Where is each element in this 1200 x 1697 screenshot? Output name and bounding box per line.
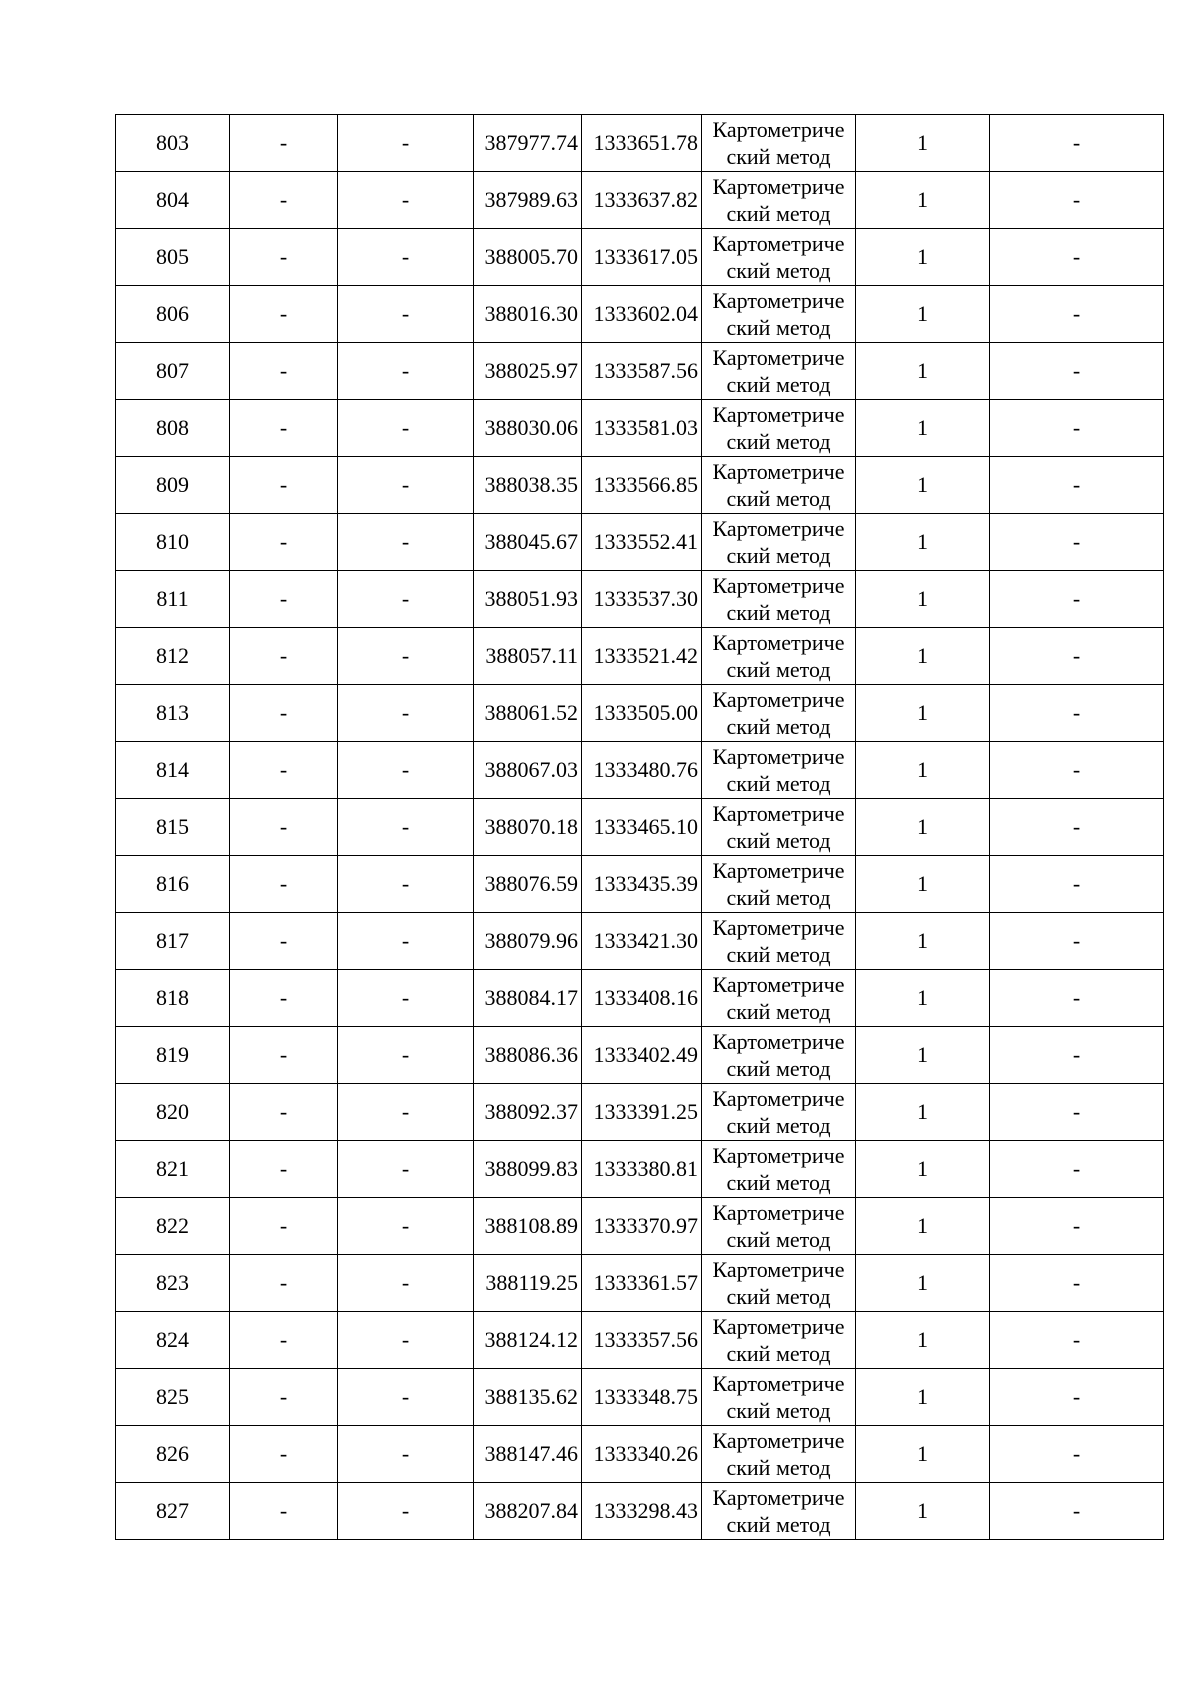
accuracy-cell: 1	[856, 172, 990, 229]
method-line-2: ский метод	[726, 486, 831, 511]
method-cell	[702, 286, 856, 343]
empty-value-cell: -	[338, 400, 474, 457]
description-cell: -	[990, 913, 1164, 970]
method-line-2: ский метод	[726, 942, 831, 967]
point-number-cell: 807	[116, 343, 230, 400]
method-line-1: Картометриче	[712, 744, 845, 769]
coordinate-y-cell: 1333357.56	[582, 1312, 702, 1369]
description-cell: -	[990, 1426, 1164, 1483]
method-line-1: Картометриче	[712, 1371, 845, 1396]
method-line-2: ский метод	[726, 1398, 831, 1423]
coordinate-x-cell: 388207.84	[474, 1483, 582, 1540]
method-cell	[702, 514, 856, 571]
table-row	[116, 172, 1164, 229]
empty-value-cell: -	[230, 970, 338, 1027]
method-line-2: ский метод	[726, 885, 831, 910]
empty-value-cell: -	[338, 172, 474, 229]
empty-value-cell: -	[230, 1312, 338, 1369]
table-body	[116, 115, 1164, 1540]
method-cell	[702, 172, 856, 229]
empty-value-cell: -	[338, 457, 474, 514]
method-line-2: ский метод	[726, 1455, 831, 1480]
coordinates-table	[115, 114, 1164, 1540]
description-cell: -	[990, 970, 1164, 1027]
point-number-cell: 809	[116, 457, 230, 514]
point-number-cell: 823	[116, 1255, 230, 1312]
coordinate-x-cell: 388092.37	[474, 1084, 582, 1141]
method-line-1: Картометриче	[712, 630, 845, 655]
method-line-2: ский метод	[726, 600, 831, 625]
coordinate-y-cell: 1333361.57	[582, 1255, 702, 1312]
accuracy-cell: 1	[856, 1255, 990, 1312]
point-number-cell: 812	[116, 628, 230, 685]
accuracy-cell: 1	[856, 571, 990, 628]
method-line-2: ский метод	[726, 543, 831, 568]
point-number-cell: 817	[116, 913, 230, 970]
method-line-2: ский метод	[726, 1512, 831, 1537]
method-line-1: Картометриче	[712, 687, 845, 712]
coordinate-x-cell: 388124.12	[474, 1312, 582, 1369]
accuracy-cell: 1	[856, 856, 990, 913]
coordinate-x-cell: 388084.17	[474, 970, 582, 1027]
method-line-2: ский метод	[726, 1113, 831, 1138]
empty-value-cell: -	[338, 229, 474, 286]
description-cell: -	[990, 343, 1164, 400]
method-cell	[702, 742, 856, 799]
point-number-cell: 804	[116, 172, 230, 229]
method-cell	[702, 628, 856, 685]
method-line-2: ский метод	[726, 1170, 831, 1195]
method-line-1: Картометриче	[712, 516, 845, 541]
coordinate-y-cell: 1333421.30	[582, 913, 702, 970]
coordinate-y-cell: 1333581.03	[582, 400, 702, 457]
coordinate-y-cell: 1333435.39	[582, 856, 702, 913]
accuracy-cell: 1	[856, 1027, 990, 1084]
description-cell: -	[990, 1483, 1164, 1540]
description-cell: -	[990, 1255, 1164, 1312]
description-cell: -	[990, 742, 1164, 799]
point-number-cell: 824	[116, 1312, 230, 1369]
point-number-cell: 810	[116, 514, 230, 571]
description-cell: -	[990, 571, 1164, 628]
accuracy-cell: 1	[856, 1312, 990, 1369]
coordinate-x-cell: 387977.74	[474, 115, 582, 172]
method-cell	[702, 343, 856, 400]
method-cell	[702, 913, 856, 970]
accuracy-cell: 1	[856, 1426, 990, 1483]
description-cell: -	[990, 286, 1164, 343]
coordinate-y-cell: 1333348.75	[582, 1369, 702, 1426]
description-cell: -	[990, 856, 1164, 913]
table-row	[116, 856, 1164, 913]
method-line-2: ский метод	[726, 144, 831, 169]
table-row	[116, 514, 1164, 571]
empty-value-cell: -	[338, 799, 474, 856]
empty-value-cell: -	[230, 343, 338, 400]
empty-value-cell: -	[230, 1084, 338, 1141]
method-line-1: Картометриче	[712, 1257, 845, 1282]
method-line-2: ский метод	[726, 828, 831, 853]
method-line-2: ский метод	[726, 1341, 831, 1366]
method-cell	[702, 1141, 856, 1198]
method-cell	[702, 685, 856, 742]
empty-value-cell: -	[338, 343, 474, 400]
accuracy-cell: 1	[856, 1141, 990, 1198]
method-line-1: Картометриче	[712, 1086, 845, 1111]
method-line-1: Картометриче	[712, 1029, 845, 1054]
empty-value-cell: -	[338, 286, 474, 343]
point-number-cell: 814	[116, 742, 230, 799]
method-line-1: Картометриче	[712, 972, 845, 997]
table-row	[116, 115, 1164, 172]
method-line-1: Картометриче	[712, 858, 845, 883]
description-cell: -	[990, 457, 1164, 514]
method-cell	[702, 457, 856, 514]
point-number-cell: 815	[116, 799, 230, 856]
empty-value-cell: -	[338, 1084, 474, 1141]
method-cell	[702, 1198, 856, 1255]
empty-value-cell: -	[230, 1198, 338, 1255]
description-cell: -	[990, 115, 1164, 172]
method-line-2: ский метод	[726, 315, 831, 340]
coordinate-x-cell: 388061.52	[474, 685, 582, 742]
point-number-cell: 826	[116, 1426, 230, 1483]
table-row	[116, 628, 1164, 685]
table-row	[116, 457, 1164, 514]
method-line-1: Картометриче	[712, 573, 845, 598]
method-cell	[702, 1483, 856, 1540]
accuracy-cell: 1	[856, 1198, 990, 1255]
coordinate-x-cell: 388070.18	[474, 799, 582, 856]
coordinate-y-cell: 1333617.05	[582, 229, 702, 286]
coordinate-y-cell: 1333521.42	[582, 628, 702, 685]
accuracy-cell: 1	[856, 1369, 990, 1426]
table-row	[116, 1141, 1164, 1198]
method-line-2: ский метод	[726, 714, 831, 739]
method-line-1: Картометриче	[712, 1143, 845, 1168]
accuracy-cell: 1	[856, 1084, 990, 1141]
method-cell	[702, 571, 856, 628]
empty-value-cell: -	[230, 1426, 338, 1483]
method-line-2: ский метод	[726, 999, 831, 1024]
empty-value-cell: -	[230, 229, 338, 286]
empty-value-cell: -	[230, 799, 338, 856]
empty-value-cell: -	[338, 1312, 474, 1369]
empty-value-cell: -	[338, 856, 474, 913]
empty-value-cell: -	[338, 514, 474, 571]
method-cell	[702, 970, 856, 1027]
accuracy-cell: 1	[856, 400, 990, 457]
accuracy-cell: 1	[856, 514, 990, 571]
empty-value-cell: -	[338, 913, 474, 970]
description-cell: -	[990, 229, 1164, 286]
point-number-cell: 803	[116, 115, 230, 172]
table-row	[116, 913, 1164, 970]
method-line-1: Картометриче	[712, 459, 845, 484]
empty-value-cell: -	[230, 685, 338, 742]
method-cell	[702, 1312, 856, 1369]
empty-value-cell: -	[230, 856, 338, 913]
empty-value-cell: -	[230, 1369, 338, 1426]
coordinate-y-cell: 1333402.49	[582, 1027, 702, 1084]
point-number-cell: 822	[116, 1198, 230, 1255]
accuracy-cell: 1	[856, 628, 990, 685]
coordinate-y-cell: 1333587.56	[582, 343, 702, 400]
method-line-1: Картометриче	[712, 231, 845, 256]
method-cell	[702, 1027, 856, 1084]
coordinate-x-cell: 388086.36	[474, 1027, 582, 1084]
description-cell: -	[990, 685, 1164, 742]
table-row	[116, 1198, 1164, 1255]
accuracy-cell: 1	[856, 1483, 990, 1540]
empty-value-cell: -	[230, 1483, 338, 1540]
point-number-cell: 813	[116, 685, 230, 742]
point-number-cell: 811	[116, 571, 230, 628]
coordinate-y-cell: 1333391.25	[582, 1084, 702, 1141]
description-cell: -	[990, 1084, 1164, 1141]
description-cell: -	[990, 514, 1164, 571]
description-cell: -	[990, 1312, 1164, 1369]
coordinate-x-cell: 388057.11	[474, 628, 582, 685]
description-cell: -	[990, 172, 1164, 229]
coordinate-y-cell: 1333480.76	[582, 742, 702, 799]
method-line-1: Картометриче	[712, 402, 845, 427]
empty-value-cell: -	[338, 1369, 474, 1426]
method-line-1: Картометриче	[712, 117, 845, 142]
point-number-cell: 808	[116, 400, 230, 457]
method-line-2: ский метод	[726, 1227, 831, 1252]
method-cell	[702, 1369, 856, 1426]
empty-value-cell: -	[230, 628, 338, 685]
empty-value-cell: -	[338, 115, 474, 172]
empty-value-cell: -	[230, 286, 338, 343]
empty-value-cell: -	[230, 1027, 338, 1084]
accuracy-cell: 1	[856, 229, 990, 286]
empty-value-cell: -	[338, 1027, 474, 1084]
description-cell: -	[990, 1369, 1164, 1426]
point-number-cell: 819	[116, 1027, 230, 1084]
empty-value-cell: -	[230, 913, 338, 970]
accuracy-cell: 1	[856, 799, 990, 856]
table-row	[116, 1312, 1164, 1369]
point-number-cell: 821	[116, 1141, 230, 1198]
point-number-cell: 827	[116, 1483, 230, 1540]
accuracy-cell: 1	[856, 343, 990, 400]
coordinate-y-cell: 1333298.43	[582, 1483, 702, 1540]
empty-value-cell: -	[230, 115, 338, 172]
accuracy-cell: 1	[856, 685, 990, 742]
table-row	[116, 799, 1164, 856]
table-row	[116, 1027, 1164, 1084]
coordinate-x-cell: 388005.70	[474, 229, 582, 286]
empty-value-cell: -	[338, 1483, 474, 1540]
empty-value-cell: -	[230, 742, 338, 799]
coordinate-y-cell: 1333380.81	[582, 1141, 702, 1198]
table-row	[116, 742, 1164, 799]
table-row	[116, 400, 1164, 457]
coordinate-x-cell: 388030.06	[474, 400, 582, 457]
point-number-cell: 805	[116, 229, 230, 286]
coordinate-x-cell: 388067.03	[474, 742, 582, 799]
method-cell	[702, 229, 856, 286]
method-cell	[702, 1426, 856, 1483]
method-line-1: Картометриче	[712, 1314, 845, 1339]
coordinate-x-cell: 388079.96	[474, 913, 582, 970]
method-line-1: Картометриче	[712, 1485, 845, 1510]
method-line-2: ский метод	[726, 372, 831, 397]
accuracy-cell: 1	[856, 913, 990, 970]
description-cell: -	[990, 1027, 1164, 1084]
description-cell: -	[990, 799, 1164, 856]
empty-value-cell: -	[230, 400, 338, 457]
table-row	[116, 1426, 1164, 1483]
method-cell	[702, 115, 856, 172]
method-line-1: Картометриче	[712, 288, 845, 313]
coordinate-x-cell: 387989.63	[474, 172, 582, 229]
coordinate-x-cell: 388099.83	[474, 1141, 582, 1198]
method-cell	[702, 1255, 856, 1312]
description-cell: -	[990, 628, 1164, 685]
empty-value-cell: -	[230, 571, 338, 628]
method-cell	[702, 400, 856, 457]
coordinate-y-cell: 1333651.78	[582, 115, 702, 172]
table-row	[116, 1255, 1164, 1312]
coordinate-y-cell: 1333408.16	[582, 970, 702, 1027]
accuracy-cell: 1	[856, 115, 990, 172]
empty-value-cell: -	[230, 1141, 338, 1198]
table-row	[116, 229, 1164, 286]
coordinate-y-cell: 1333566.85	[582, 457, 702, 514]
empty-value-cell: -	[338, 742, 474, 799]
empty-value-cell: -	[338, 628, 474, 685]
coordinate-x-cell: 388038.35	[474, 457, 582, 514]
coordinate-x-cell: 388045.67	[474, 514, 582, 571]
method-line-1: Картометриче	[712, 174, 845, 199]
coordinate-y-cell: 1333505.00	[582, 685, 702, 742]
empty-value-cell: -	[230, 1255, 338, 1312]
method-line-1: Картометриче	[712, 1428, 845, 1453]
method-line-1: Картометриче	[712, 345, 845, 370]
table-row	[116, 343, 1164, 400]
empty-value-cell: -	[230, 514, 338, 571]
accuracy-cell: 1	[856, 286, 990, 343]
empty-value-cell: -	[230, 172, 338, 229]
coordinate-y-cell: 1333637.82	[582, 172, 702, 229]
empty-value-cell: -	[338, 1426, 474, 1483]
table-row	[116, 970, 1164, 1027]
point-number-cell: 806	[116, 286, 230, 343]
method-cell	[702, 856, 856, 913]
method-line-2: ский метод	[726, 1056, 831, 1081]
coordinate-x-cell: 388119.25	[474, 1255, 582, 1312]
table-row	[116, 1084, 1164, 1141]
coordinate-y-cell: 1333552.41	[582, 514, 702, 571]
empty-value-cell: -	[338, 970, 474, 1027]
method-line-1: Картометриче	[712, 801, 845, 826]
method-line-2: ский метод	[726, 771, 831, 796]
method-cell	[702, 799, 856, 856]
coordinate-y-cell: 1333370.97	[582, 1198, 702, 1255]
empty-value-cell: -	[338, 1141, 474, 1198]
method-cell	[702, 1084, 856, 1141]
empty-value-cell: -	[338, 1255, 474, 1312]
table-row	[116, 1369, 1164, 1426]
point-number-cell: 818	[116, 970, 230, 1027]
coordinate-x-cell: 388147.46	[474, 1426, 582, 1483]
coordinate-y-cell: 1333537.30	[582, 571, 702, 628]
method-line-2: ский метод	[726, 258, 831, 283]
description-cell: -	[990, 400, 1164, 457]
method-line-2: ский метод	[726, 429, 831, 454]
table-row	[116, 286, 1164, 343]
method-line-1: Картометриче	[712, 1200, 845, 1225]
empty-value-cell: -	[338, 685, 474, 742]
empty-value-cell: -	[338, 1198, 474, 1255]
method-line-2: ский метод	[726, 201, 831, 226]
accuracy-cell: 1	[856, 457, 990, 514]
table-row	[116, 571, 1164, 628]
method-line-1: Картометриче	[712, 915, 845, 940]
point-number-cell: 825	[116, 1369, 230, 1426]
point-number-cell: 816	[116, 856, 230, 913]
table-row	[116, 685, 1164, 742]
accuracy-cell: 1	[856, 970, 990, 1027]
coordinate-x-cell: 388051.93	[474, 571, 582, 628]
coordinate-x-cell: 388076.59	[474, 856, 582, 913]
empty-value-cell: -	[230, 457, 338, 514]
coordinate-x-cell: 388016.30	[474, 286, 582, 343]
coordinate-x-cell: 388108.89	[474, 1198, 582, 1255]
coordinate-y-cell: 1333340.26	[582, 1426, 702, 1483]
coordinate-x-cell: 388135.62	[474, 1369, 582, 1426]
coordinate-y-cell: 1333465.10	[582, 799, 702, 856]
method-line-2: ский метод	[726, 657, 831, 682]
empty-value-cell: -	[338, 571, 474, 628]
point-number-cell: 820	[116, 1084, 230, 1141]
description-cell: -	[990, 1198, 1164, 1255]
accuracy-cell: 1	[856, 742, 990, 799]
coordinate-x-cell: 388025.97	[474, 343, 582, 400]
coordinate-y-cell: 1333602.04	[582, 286, 702, 343]
method-line-2: ский метод	[726, 1284, 831, 1309]
table-row	[116, 1483, 1164, 1540]
description-cell: -	[990, 1141, 1164, 1198]
